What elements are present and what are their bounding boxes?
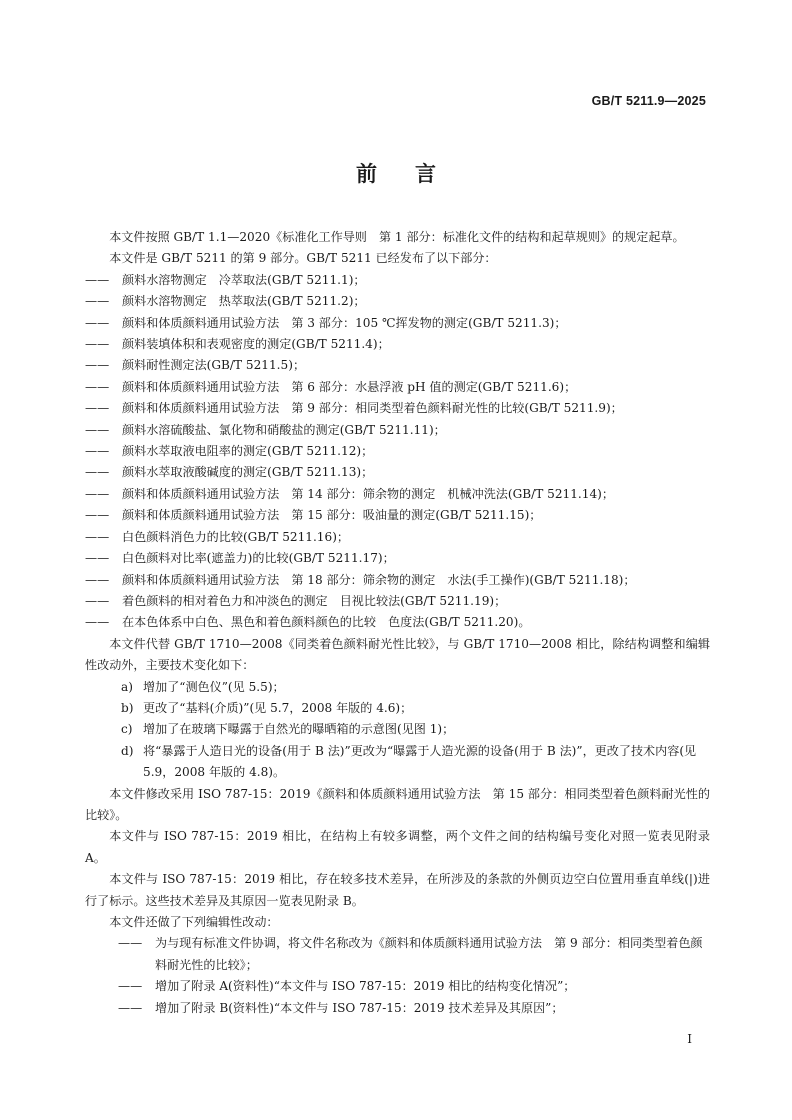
list-item-text: 颜料装填体积和表观密度的测定(GB/T 5211.4)； [122,337,390,352]
list-item-text: 颜料和体质颜料通用试验方法 第 6 部分：水悬浮液 pH 值的测定(GB/T 5211.6)； [122,379,577,394]
page-number: I [687,1032,692,1046]
list-item [85,484,710,505]
change-label: a) [121,679,133,694]
change-item [85,698,710,719]
list-item-text: 颜料耐性测定法(GB/T 5211.5)； [122,358,306,373]
list-item [85,420,710,441]
list-item [85,570,710,591]
change-label: d) [121,743,134,758]
list-item-text: 着色颜料的相对着色力和冲淡色的测定 目视比较法(GB/T 5211.19)； [122,593,507,608]
dash-marker: —— [85,486,110,501]
change-label: b) [121,700,134,715]
change-text: 将“暴露于人造日光的设备(用于 B 法)”更改为“曝露于人造光源的设备(用于 B 法)”，更改了技术内容(见 5.9，2008 年版的 4.8)。 [143,743,697,780]
dash-marker: —— [85,593,110,608]
document-body [85,227,710,1019]
list-item [85,377,710,398]
dash-marker: —— [85,401,110,416]
list-item [85,291,710,312]
parts-list [85,270,710,634]
change-item [85,677,710,698]
dash-marker: —— [85,379,110,394]
paragraph-part-intro: 本文件是 GB/T 5211 的第 9 部分。GB/T 5211 已经发布了以下部分： [109,251,497,266]
list-item-text: 颜料和体质颜料通用试验方法 第 9 部分：相同类型着色颜料耐光性的比较(GB/T 5211.9)； [122,401,623,416]
dash-marker: —— [85,337,110,352]
paragraph-replaces: 本文件代替 GB/T 1710—2008《同类着色颜料耐光性比较》，与 GB/T 1710—2008 相比，除结构调整和编辑性改动外，主要技术变化如下： [85,636,710,673]
list-item-text: 增加了附录 A(资料性)“本文件与 ISO 787-15：2019 相比的结构变化情况”； [155,979,576,994]
paragraph-adoption: 本文件修改采用 ISO 787-15：2019《颜料和体质颜料通用试验方法 第 15 部分：相同类型着色颜料耐光性的比较》。 [85,786,710,822]
list-item [85,933,710,976]
dash-marker: —— [85,444,110,459]
standard-code: GB/T 5211.9—2025 [591,94,706,108]
list-item-text: 颜料水溶物测定 冷萃取法(GB/T 5211.1)； [122,272,366,287]
list-item [85,612,710,633]
list-item [85,334,710,355]
paragraph-editorial-intro: 本文件还做了下列编辑性改动： [109,915,279,929]
change-item [85,719,710,740]
list-item-text: 颜料和体质颜料通用试验方法 第 3 部分：105 ℃挥发物的测定(GB/T 5211.3)； [122,315,567,330]
change-label: c) [121,722,133,737]
list-item-text: 在本色体系中白色、黑色和着色颜料颜色的比较 色度法(GB/T 5211.20)。 [122,615,531,630]
list-item-text: 增加了附录 B(资料性)“本文件与 ISO 787-15：2019 技术差异及其原因”； [155,1000,564,1015]
dash-marker: —— [85,358,110,373]
list-item-text: 为与现有标准文件协调，将文件名称改为《颜料和体质颜料通用试验方法 第 9 部分：相同类型着色颜料耐光性的比较》； [155,936,703,972]
list-item-text: 颜料和体质颜料通用试验方法 第 15 部分：吸油量的测定(GB/T 5211.15)； [122,508,542,523]
dash-marker: —— [85,529,110,544]
dash-marker: —— [85,272,110,287]
dash-marker: —— [85,315,110,330]
dash-marker: —— [85,615,110,630]
dash-marker: —— [85,422,110,437]
dash-marker: —— [85,465,110,480]
change-text: 更改了“基料(介质)”(见 5.7，2008 年版的 4.6)； [143,700,413,715]
list-item [85,462,710,483]
page-title: 前言 [356,162,474,186]
list-item [85,548,710,569]
list-item-text: 颜料水溶硫酸盐、氯化物和硝酸盐的测定(GB/T 5211.11)； [122,422,446,437]
list-item-text: 颜料和体质颜料通用试验方法 第 14 部分：筛余物的测定 机械冲洗法(GB/T 5211.14)； [122,486,614,501]
dash-marker: —— [85,508,110,523]
changes-list [85,677,710,784]
list-item-text: 白色颜料对比率(遮盖力)的比较(GB/T 5211.17)； [122,551,395,566]
change-text: 增加了在玻璃下曝露于自然光的曝晒箱的示意图(见图 1)； [143,722,455,737]
dash-marker: —— [118,936,143,951]
list-item [85,313,710,334]
list-item [85,591,710,612]
list-item [85,505,710,526]
paragraph-tech-diff: 本文件与 ISO 787-15：2019 相比，存在较多技术差异，在所涉及的条款的外侧页边空白位置用垂直单线(|)进行了标示。这些技术差异及其原因一览表见附录 B。 [85,872,710,908]
editorial-list [85,933,710,1019]
list-item [85,398,710,419]
list-item [85,998,710,1019]
list-item [85,441,710,462]
dash-marker: —— [118,979,143,994]
list-item [85,355,710,376]
list-item [85,976,710,997]
list-item-text: 颜料水溶物测定 热萃取法(GB/T 5211.2)； [122,294,366,309]
list-item-text: 颜料和体质颜料通用试验方法 第 18 部分：筛余物的测定 水法(手工操作)(GB/T 5211.18)； [122,572,636,587]
list-item-text: 颜料水萃取液电阻率的测定(GB/T 5211.12)； [122,444,374,459]
paragraph-drafting-rules: 本文件按照 GB/T 1.1—2020《标准化工作导则 第 1 部分：标准化文件的结构和起草规则》的规定起草。 [109,230,685,244]
dash-marker: —— [85,294,110,309]
paragraph-structure: 本文件与 ISO 787-15：2019 相比，在结构上有较多调整，两个文件之间的结构编号变化对照一览表见附录 A。 [85,829,710,865]
dash-marker: —— [85,572,110,587]
list-item-text: 颜料水萃取液酸碱度的测定(GB/T 5211.13)； [122,465,374,480]
list-item [85,527,710,548]
change-text: 增加了“测色仪”(见 5.5)； [143,679,285,694]
dash-marker: —— [85,551,110,566]
list-item [85,270,710,291]
change-item [85,741,710,784]
list-item-text: 白色颜料消色力的比较(GB/T 5211.16)； [122,529,350,544]
dash-marker: —— [118,1000,143,1015]
